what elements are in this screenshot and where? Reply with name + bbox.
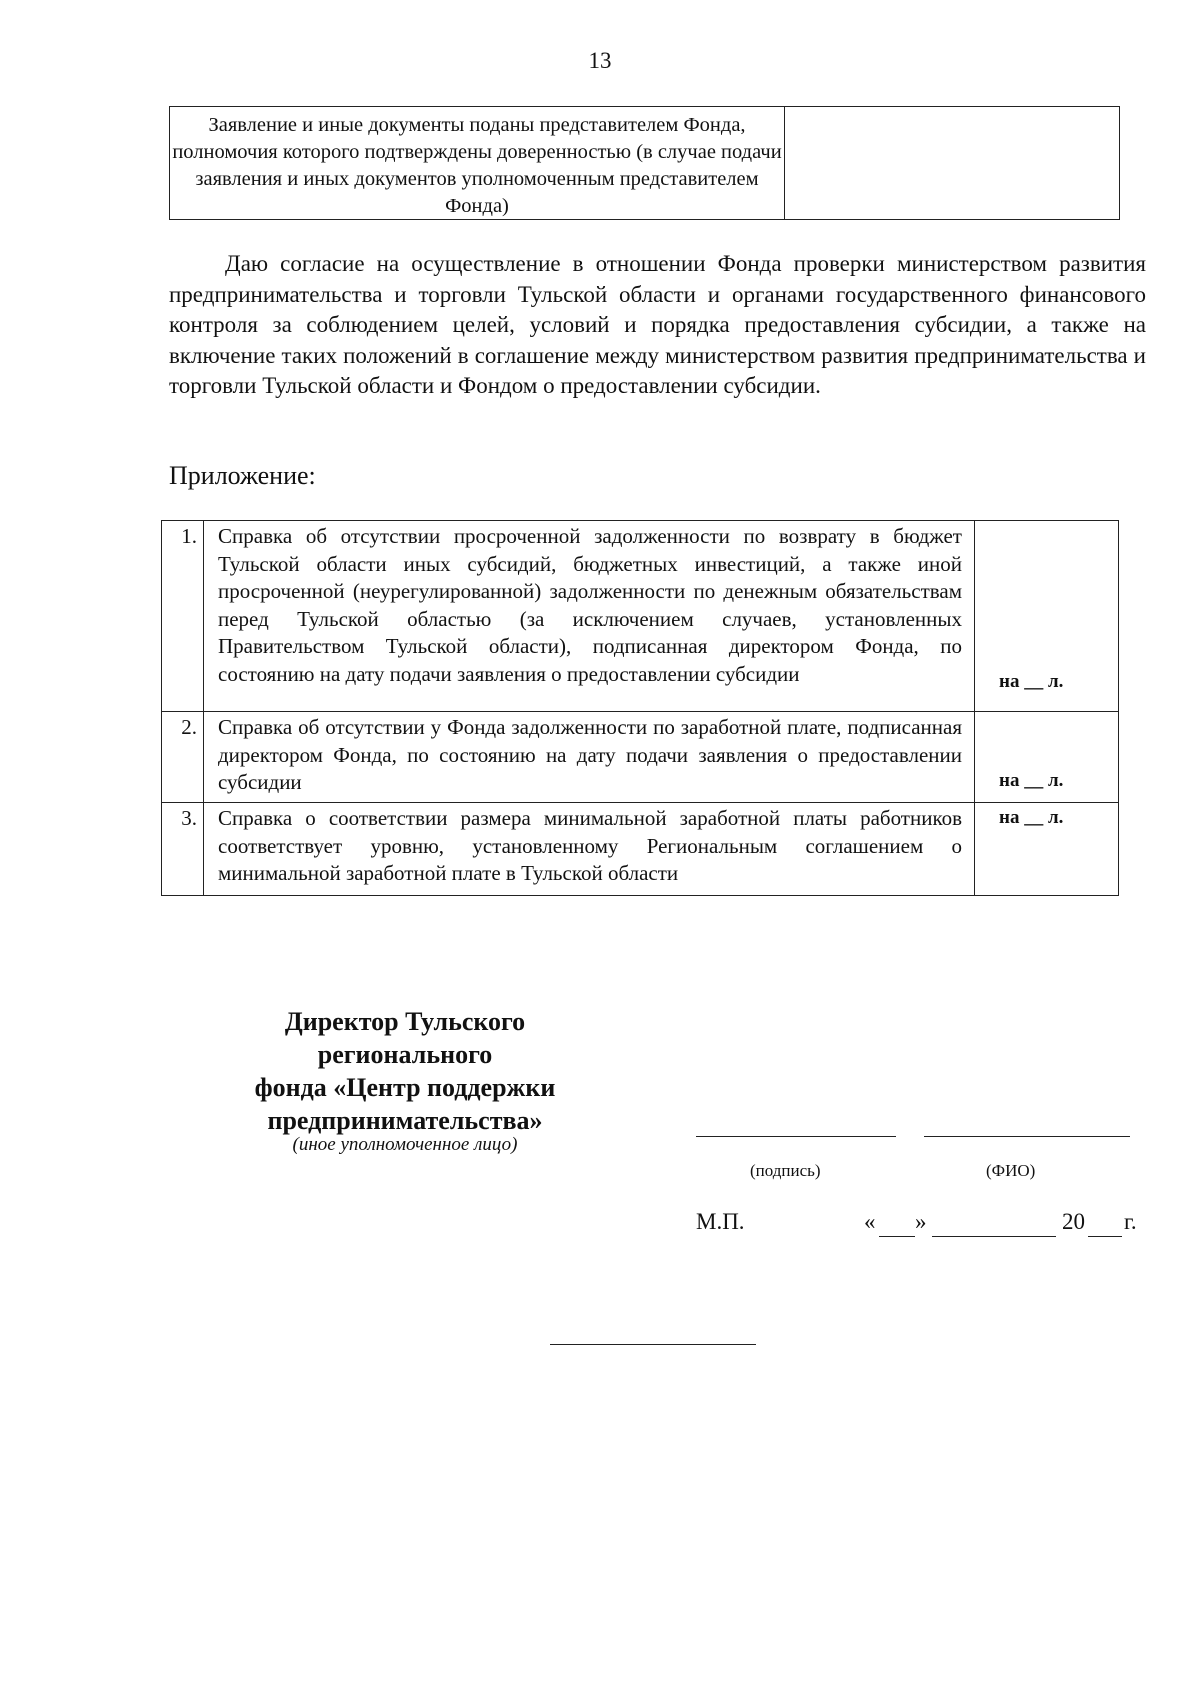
name-line (924, 1136, 1130, 1137)
stamp-label: М.П. (696, 1209, 745, 1234)
representative-table (169, 106, 1120, 220)
signatory-title-line: Директор Тульского (284, 1007, 526, 1036)
month-line (932, 1236, 1056, 1237)
signature-line (696, 1136, 896, 1137)
representative-text: Заявление и иные документы поданы представителем Фонда, полномочия которого подтверждены доверенностью (в случае подачи заявления и иных документов уполномоченным представителем Фонда) (170, 107, 785, 219)
attachment-row (162, 803, 1118, 895)
signatory-title (180, 1005, 630, 1137)
attachment-pages (974, 712, 1118, 802)
attachment-number: 1. (162, 521, 204, 711)
attachment-pages (974, 521, 1118, 711)
consent-paragraph (169, 249, 1146, 402)
year-suffix: г. (1124, 1209, 1137, 1234)
attachment-text: Справка об отсутствии просроченной задолженности по возврату в бюджет Тульской области иных субсидий, бюджетных инвестиций, а также иной просроченной (неурегулированной) задолженности по денежным обязательствам перед Тульской областью (за исключением случаев, установленных Правительством Тульской области), подписанная директором Фонда, по состоянию на дату подачи заявления о предоставлении субсидии (218, 524, 962, 686)
attachment-number: 3. (162, 803, 204, 895)
attachment-pages (974, 803, 1118, 895)
date-close-quote: » (915, 1209, 927, 1234)
attachment-row (162, 712, 1118, 803)
end-divider (550, 1344, 756, 1345)
attachment-pages-value: на __ л. (999, 807, 1064, 828)
attachment-pages-value: на __ л. (999, 770, 1064, 791)
attachment-pages-value: на __ л. (999, 671, 1064, 692)
attachment-text: Справка о соответствии размера минимальной заработной платы работников соответствует уровню, установленному Региональным соглашением о минимальной заработной плате в Тульской области (218, 806, 962, 885)
signatory-title-line: предпринимательства» (267, 1106, 543, 1135)
day-line (879, 1236, 915, 1237)
consent-text: Даю согласие на осуществление в отношении Фонда проверки министерством развития предпринимательства и торговли Тульской области и органами государственного финансового контроля за соблюдением целей, условий и порядка предоставления субсидии, а также на включение таких положений в соглашение между министерством развития предпринимательства и торговли Тульской области и Фондом о предоставлении субсидии. (169, 251, 1146, 399)
date-open-quote: « (864, 1209, 876, 1234)
year-line (1088, 1236, 1122, 1237)
name-label: (ФИО) (986, 1161, 1036, 1180)
attachment-row (162, 521, 1118, 712)
attachments-table (161, 520, 1119, 896)
year-prefix: 20 (1062, 1209, 1085, 1234)
signature-label: (подпись) (750, 1161, 821, 1180)
appendix-label: Приложение: (169, 461, 316, 490)
signatory-note: (иное уполномоченное лицо) (292, 1134, 518, 1155)
page-number: 13 (588, 48, 612, 73)
attachment-text: Справка об отсутствии у Фонда задолженности по заработной плате, подписанная директором Фонда, по состоянию на дату подачи заявления о предоставлении субсидии (218, 715, 962, 794)
signatory-title-line: регионального (317, 1040, 493, 1069)
signatory-title-line: фонда «Центр поддержки (254, 1073, 556, 1102)
attachment-number: 2. (162, 712, 204, 802)
